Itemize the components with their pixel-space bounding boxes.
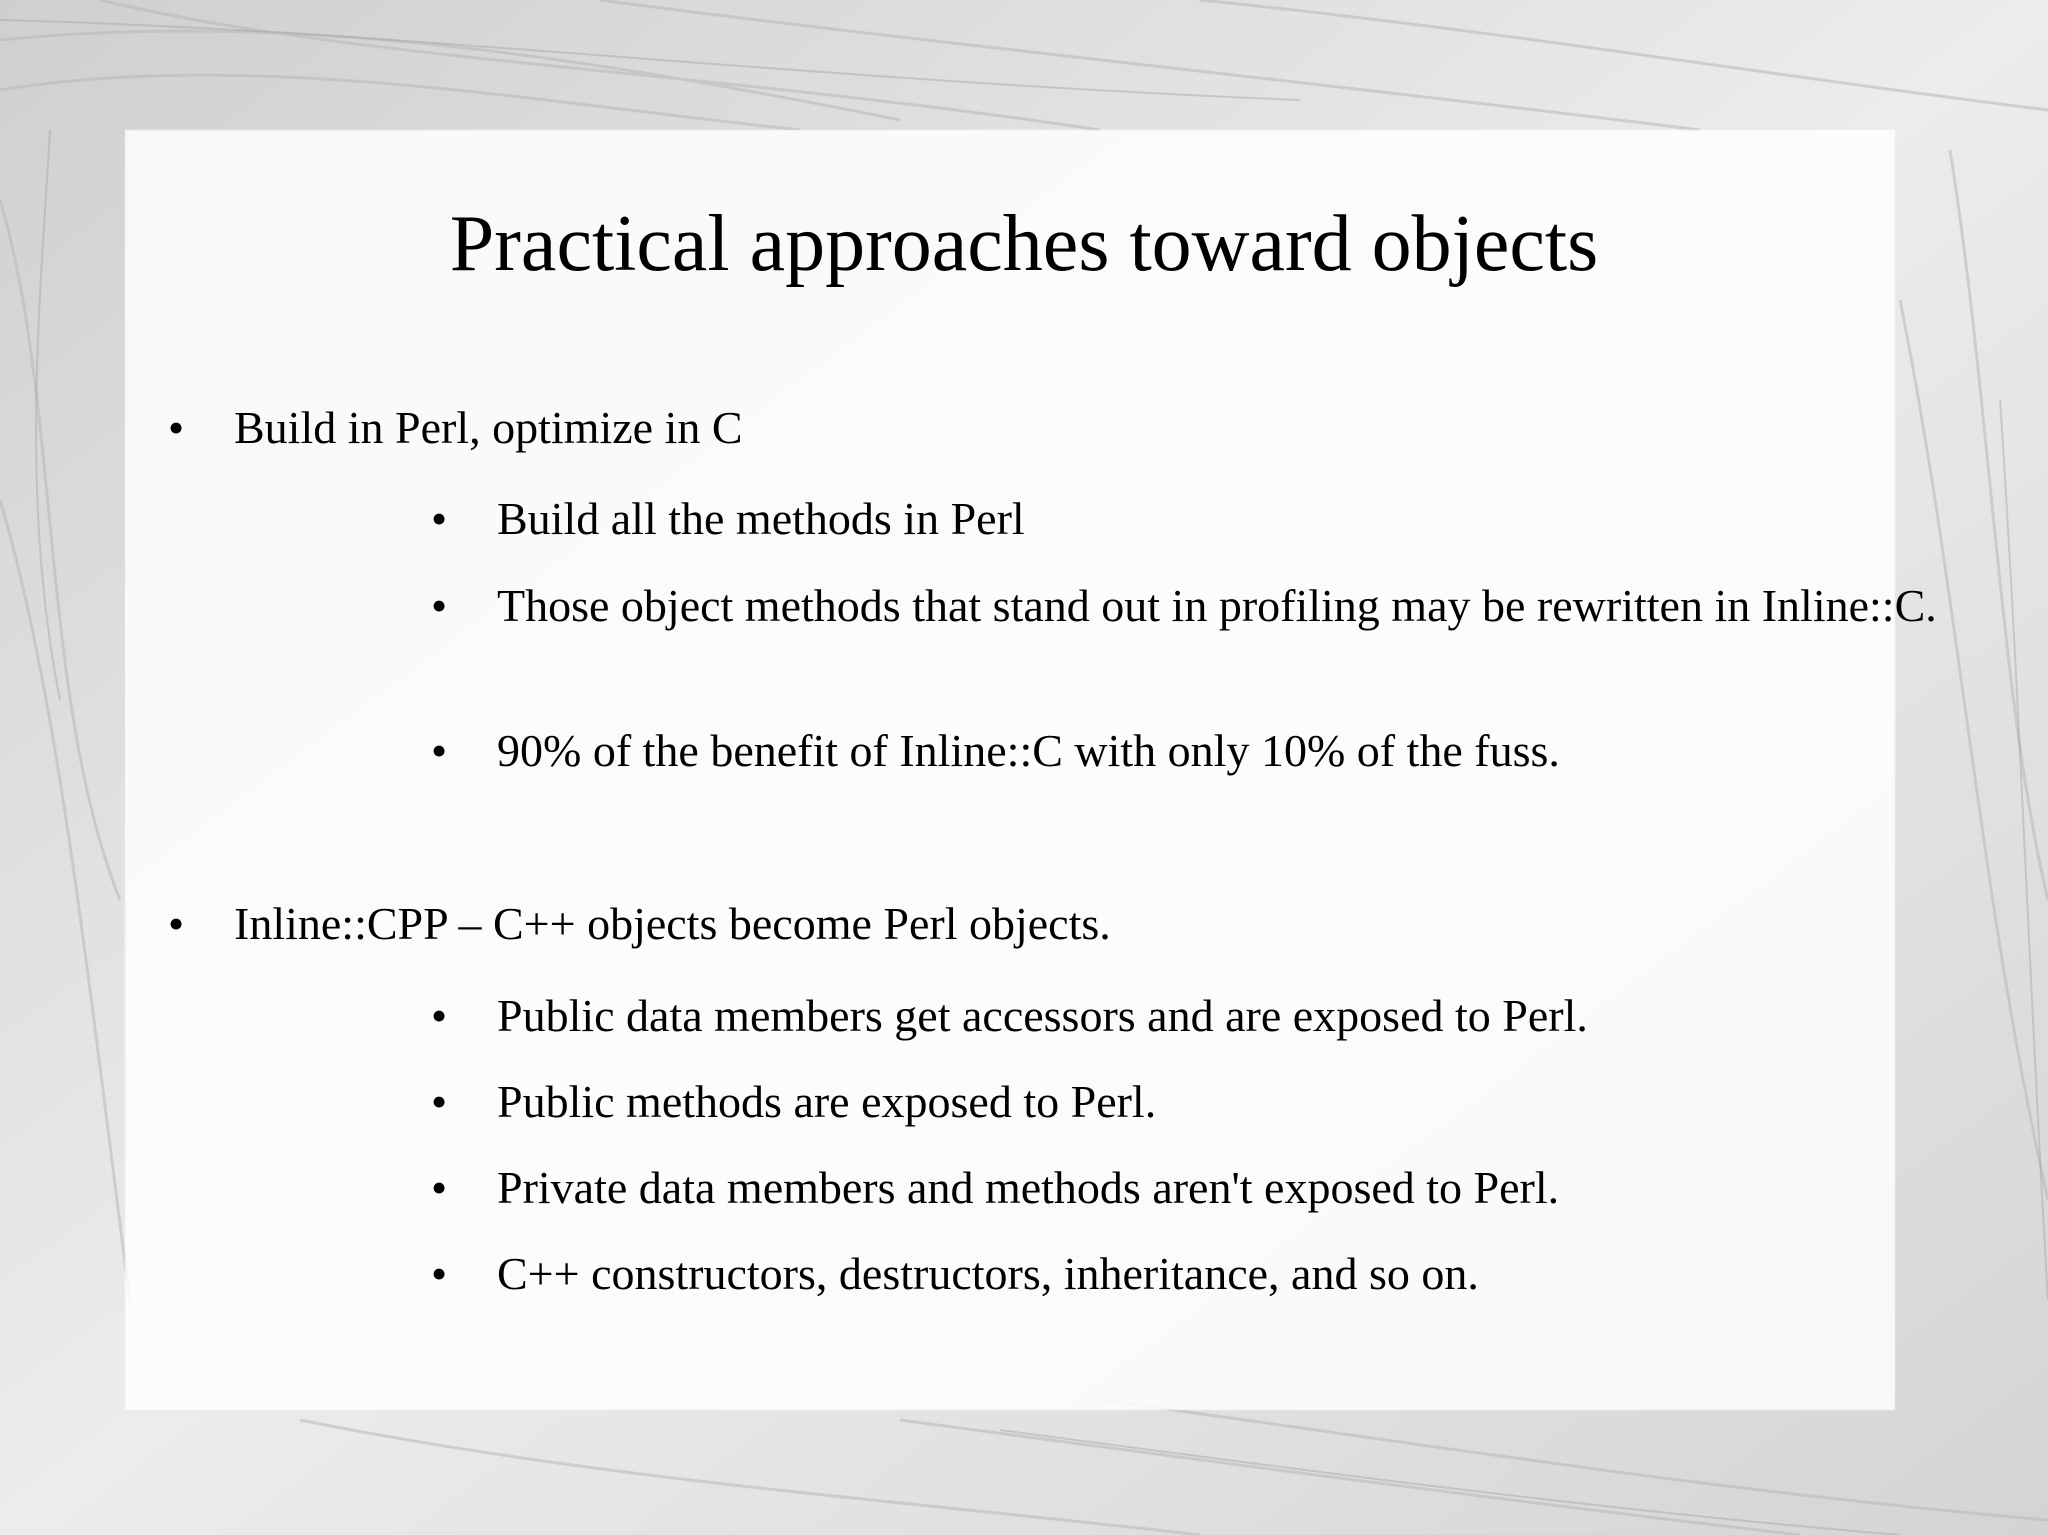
sub-bullet-item [431, 1159, 1937, 1217]
sub-bullet-item [431, 722, 1937, 780]
bullet-text: C++ constructors, destructors, inheritance, and so on. [497, 1248, 1479, 1299]
bullet-text: Those object methods that stand out in profiling may be rewritten in Inline::C. [497, 580, 1937, 631]
bullet-dot: • [431, 1248, 448, 1299]
sub-bullet-item [431, 490, 1937, 548]
bullet-dot: • [431, 580, 448, 631]
sub-bullet-item [431, 987, 1937, 1045]
bullet-dot: • [431, 493, 448, 544]
bullet-text: Private data members and methods aren't exposed to Perl. [497, 1162, 1560, 1213]
sub-bullet-item [431, 577, 1937, 635]
bullet-dot: • [431, 1162, 448, 1213]
bullet-item [168, 895, 1934, 953]
bullet-text: Public methods are exposed to Perl. [497, 1076, 1157, 1127]
bullet-dot: • [431, 725, 448, 776]
bullet-text: Public data members get accessors and are exposed to Perl. [497, 990, 1588, 1041]
sub-bullet-item [431, 1245, 1937, 1303]
bullet-item [168, 399, 1934, 457]
bullet-text: Build in Perl, optimize in C [234, 402, 743, 453]
bullet-text: Inline::CPP – C++ objects become Perl objects. [234, 898, 1111, 949]
bullet-dot: • [431, 990, 448, 1041]
bullet-dot: • [168, 898, 185, 949]
bullet-dot: • [431, 1076, 448, 1127]
slide-title: Practical approaches toward objects [449, 200, 1599, 288]
bullet-dot: • [168, 402, 185, 453]
bullet-text: Build all the methods in Perl [497, 493, 1025, 544]
bullet-text: 90% of the benefit of Inline::C with only 10% of the fuss. [497, 725, 1560, 776]
sub-bullet-item [431, 1073, 1937, 1131]
